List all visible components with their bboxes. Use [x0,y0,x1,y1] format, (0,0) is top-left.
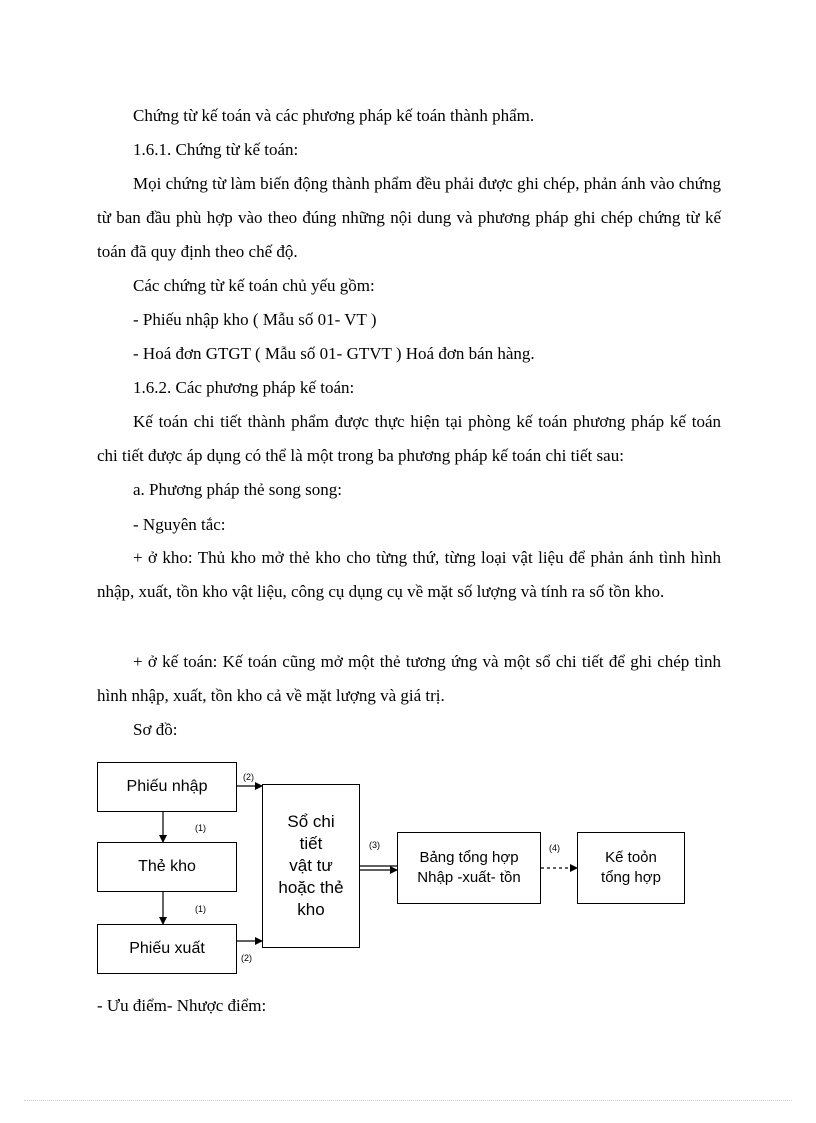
box-phieu-xuat [97,924,237,974]
box-the-kho [97,842,237,892]
page-footer-rule [24,1100,792,1101]
paragraph-4: + ở kế toán: Kế toán cũng mở một thẻ tương ứng và một sổ chi tiết để ghi chép tình hình nhập, xuất, tồn kho cả về mặt lượng và giá trị. [97,652,721,705]
box-phieu-nhap-label: Phiếu nhập [126,778,208,795]
box-ke-toan-line: Kế toỏn [605,849,657,866]
label-1-lower: (1) [195,904,206,914]
pros-cons-label: - Ưu điểm- Nhược điểm: [97,996,267,1015]
diagram-label: Sơ đồ: [133,720,178,739]
box-so-chi-tiet-line: vật tư [289,856,333,875]
box-the-kho-label: Thẻ kho [138,858,196,875]
principle-label: - Nguyên tắc: [133,515,226,534]
paragraph-3: + ở kho: Thủ kho mở thẻ kho cho từng thứ, từng loại vật liệu để phản ánh tình hình nhập, xuất, tồn kho vật liệu, công cụ dụng cụ về mặt số lượng và tính ra số tồn kho. [97,548,721,601]
box-bang-tong-hop-line: Nhập -xuất- tồn [417,869,521,886]
paragraph-1: Mọi chứng từ làm biến động thành phẩm đều phải được ghi chép, phản ánh vào chứng từ ban đầu phù hợp vào theo đúng những nội dung và phương pháp ghi chép chứng từ kế toán đã quy định theo chế độ. [97,174,721,261]
label-2-bottom: (2) [241,953,252,963]
list-item-2: - Hoá đơn GTGT ( Mẫu số 01- GTVT ) Hoá đơn bán hàng. [133,344,535,363]
section-heading: Chứng từ kế toán và các phương pháp kế toán thành phẩm. [133,106,535,125]
paragraph-2: Kế toán chi tiết thành phẩm được thực hiện tại phòng kế toán phương pháp kế toán chi tiết được áp dụng có thể là một trong ba phương pháp kế toán chi tiết sau: [97,412,721,465]
label-2-top: (2) [243,772,254,782]
subsection-1-6-2: 1.6.2. Các phương pháp kế toán: [133,378,355,397]
label-3: (3) [369,840,380,850]
box-bang-tong-hop [397,832,541,904]
box-so-chi-tiet-line: kho [297,900,325,919]
label-1-upper: (1) [195,823,206,833]
label-4: (4) [549,843,560,853]
box-phieu-xuat-label: Phiếu xuất [129,940,205,957]
box-phieu-nhap [97,762,237,812]
box-so-chi-tiet-line: hoặc thẻ [278,878,344,897]
subsection-1-6-1: 1.6.1. Chứng từ kế toán: [133,140,299,159]
subsection-a: a. Phương pháp thẻ song song: [133,480,342,499]
list-item-1: - Phiếu nhập kho ( Mẫu số 01- VT ) [133,310,377,329]
box-ke-toan-line: tổng hợp [601,869,661,886]
box-so-chi-tiet [262,784,360,948]
box-so-chi-tiet-line: tiết [299,834,323,853]
box-ke-toan-tong-hop [577,832,685,904]
list-intro: Các chứng từ kế toán chủ yếu gồm: [133,276,375,295]
box-so-chi-tiet-line: Sổ chi [287,812,335,831]
box-bang-tong-hop-line: Bảng tổng hợp [419,849,519,866]
